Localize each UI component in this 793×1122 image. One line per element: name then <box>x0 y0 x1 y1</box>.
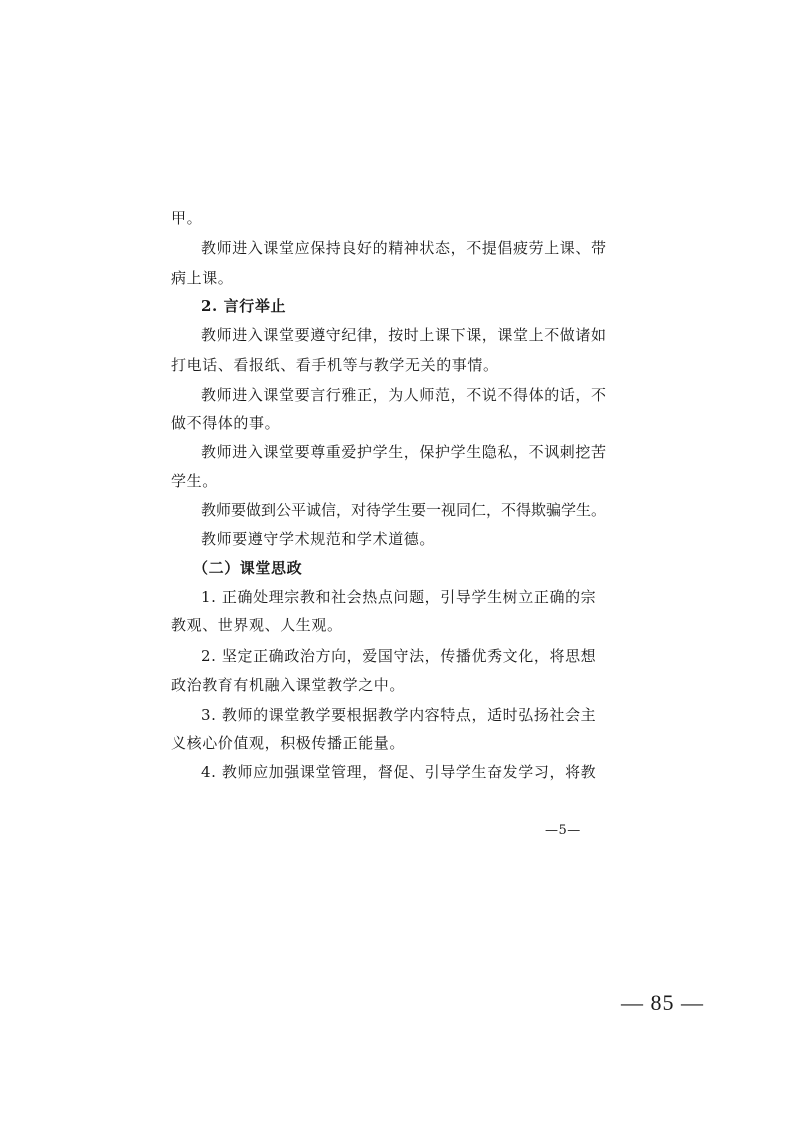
page-number-inner: —5— <box>545 823 581 838</box>
text-line: 教师进入课堂要尊重爱护学生，保护学生隐私，不讽刺挖苦 <box>201 443 607 461</box>
text-line: 病上课。 <box>171 269 234 287</box>
text-line: 4. 教师应加强课堂管理，督促、引导学生奋发学习，将教 <box>201 763 597 781</box>
text-line: 教观、世界观、人生观。 <box>171 616 343 634</box>
text-line: 1. 正确处理宗教和社会热点问题，引导学生树立正确的宗 <box>201 588 597 606</box>
text-line: 做不得体的事。 <box>171 414 281 432</box>
text-line: 教师进入课堂应保持良好的精神状态，不提倡疲劳上课、带 <box>201 239 607 257</box>
text-line: 学生。 <box>171 472 218 490</box>
text-line: 教师进入课堂要言行雅正，为人师范，不说不得体的话，不 <box>201 386 607 404</box>
section-heading: 2. 言行举止 <box>201 297 287 315</box>
text-line: 义核心价值观，积极传播正能量。 <box>171 734 406 752</box>
page-number-outer: — 85 — <box>621 990 704 1015</box>
section-heading: （二）课堂思政 <box>193 559 303 577</box>
text-line: 3. 教师的课堂教学要根据教学内容特点，适时弘扬社会主 <box>201 706 597 724</box>
text-line: 教师要做到公平诚信，对待学生要一视同仁，不得欺骗学生。 <box>201 501 607 519</box>
text-line: 打电话、看报纸、看手机等与教学无关的事情。 <box>171 356 499 374</box>
text-line: 政治教育有机融入课堂教学之中。 <box>171 676 406 694</box>
text-line: 甲。 <box>171 209 203 227</box>
text-line: 2. 坚定正确政治方向，爱国守法，传播优秀文化，将思想 <box>201 647 597 665</box>
text-line: 教师进入课堂要遵守纪律，按时上课下课，课堂上不做诸如 <box>201 326 607 344</box>
text-line: 教师要遵守学术规范和学术道德。 <box>201 530 436 548</box>
